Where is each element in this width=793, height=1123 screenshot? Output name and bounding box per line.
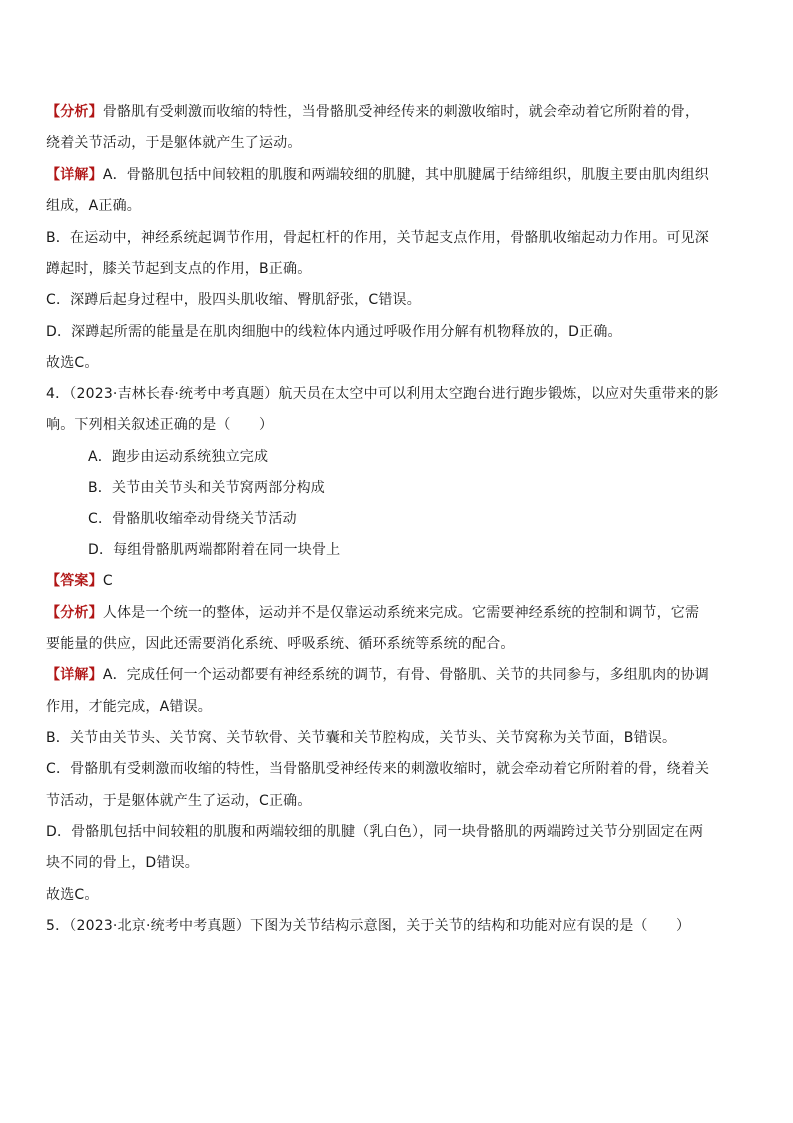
q3-analysis-line-1: 【分析】骨骼肌有受刺激而收缩的特性，当骨骼肌受神经传来的刺激收缩时，就会牵动着它所附着的骨， xyxy=(46,104,700,120)
q5-stem-line-1: 5．（2023·北京·统考中考真题）下图为关节结构示意图，关于关节的结构和功能对应有误的是（ ） xyxy=(46,918,691,934)
q3-option-c-line: C．深蹲后起身过程中，股四头肌收缩、臀肌舒张，C错误。 xyxy=(46,292,421,308)
q4-detail-line-1: 【详解】A．完成任何一个运动都要有神经系统的调节，有骨、骨骼肌、关节的共同参与，多组肌肉的协调 xyxy=(46,667,709,683)
q3-detail-line-1: 【详解】A．骨骼肌包括中间较粗的肌腹和两端较细的肌腱，其中肌腱属于结缔组织，肌腹主要由肌肉组织 xyxy=(46,167,709,183)
q4-answer-line xyxy=(46,571,113,591)
q4-analysis-line-2: 要能量的供应，因此还需要消化系统、呼吸系统、循环系统等系统的配合。 xyxy=(46,636,515,652)
answer-tag: 【答案】 xyxy=(46,573,103,589)
q4-option-b: B．关节由关节头和关节窝两部分构成 xyxy=(88,480,326,496)
q4-stem-line-1: 4．（2023·吉林长春·统考中考真题）航天员在太空中可以利用太空跑台进行跑步锻炼，以应对失重带来的影 xyxy=(46,386,719,402)
q3-detail-line-2: 组成，A正确。 xyxy=(46,198,141,214)
q3-option-b-line-1: B．在运动中，神经系统起调节作用，骨起杠杆的作用，关节起支点作用，骨骼肌收缩起动力作用。可见深 xyxy=(46,230,710,246)
analysis-tag: 【分析】 xyxy=(46,104,103,120)
detail-tag: 【详解】 xyxy=(46,167,103,183)
q4-conclusion: 故选C。 xyxy=(46,887,99,903)
q4-option-c-explain-line-1: C．骨骼肌有受刺激而收缩的特性，当骨骼肌受神经传来的刺激收缩时，就会牵动着它所附着的骨，绕着关 xyxy=(46,761,710,777)
q3-analysis-line-2: 绕着关节活动，于是躯体就产生了运动。 xyxy=(46,135,302,151)
analysis-tag: 【分析】 xyxy=(46,605,103,621)
q4-option-c: C．骨骼肌收缩牵动骨绕关节活动 xyxy=(88,511,297,527)
q4-option-d: D．每组骨骼肌两端都附着在同一块骨上 xyxy=(88,542,341,558)
q4-option-d-explain-line-1: D．骨骼肌包括中间较粗的肌腹和两端较细的肌腱（乳白色），同一块骨骼肌的两端跨过关节分别固定在两 xyxy=(46,824,704,840)
q4-detail-line-2: 作用，才能完成，A错误。 xyxy=(46,699,212,715)
q4-option-d-explain-line-2: 块不同的骨上，D错误。 xyxy=(46,855,199,871)
q3-option-b-line-2: 蹲起时，膝关节起到支点的作用，B正确。 xyxy=(46,261,312,277)
detail-tag: 【详解】 xyxy=(46,667,103,683)
q4-answer-value: C xyxy=(102,573,113,589)
q4-option-b-explain: B．关节由关节头、关节窝、关节软骨、关节囊和关节腔构成，关节头、关节窝称为关节面，B错误。 xyxy=(46,730,677,746)
q3-conclusion: 故选C。 xyxy=(46,355,99,371)
q4-option-c-explain-line-2: 节活动，于是躯体就产生了运动，C正确。 xyxy=(46,793,312,809)
q3-option-d-line: D．深蹲起所需的能量是在肌肉细胞中的线粒体内通过呼吸作用分解有机物释放的，D正确。 xyxy=(46,324,622,340)
q4-option-a: A．跑步由运动系统独立完成 xyxy=(88,449,269,465)
q4-stem-line-2: 响。下列相关叙述正确的是（ ） xyxy=(46,417,274,433)
q4-analysis-line-1: 【分析】人体是一个统一的整体，运动并不是仅靠运动系统来完成。它需要神经系统的控制和调节，它需 xyxy=(46,605,700,621)
